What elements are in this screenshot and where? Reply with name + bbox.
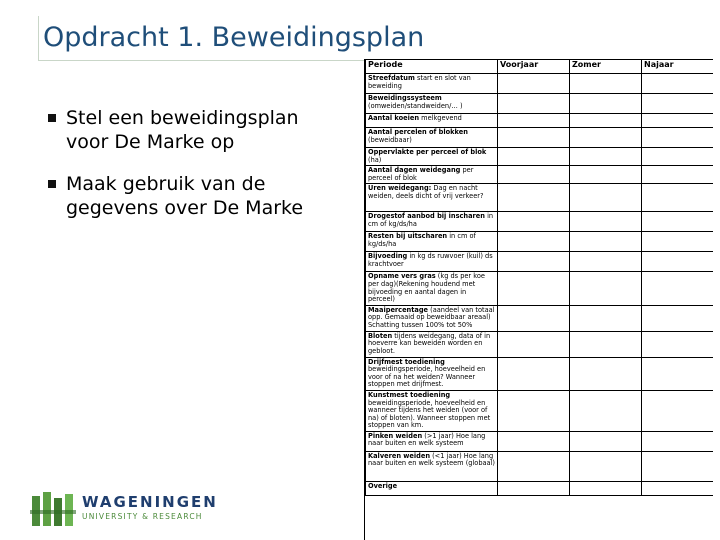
- cell-najaar: [642, 390, 714, 431]
- logo-subtitle: UNIVERSITY & RESEARCH: [82, 512, 203, 521]
- row-label-cell: [366, 331, 498, 357]
- table-header-row: [366, 60, 714, 74]
- cell-voorjaar: [498, 272, 570, 305]
- cell-voorjaar: [498, 232, 570, 252]
- cell-zomer: [570, 94, 642, 114]
- row-label-description: (omweiden/standweiden/… ): [368, 101, 463, 110]
- cell-zomer: [570, 232, 642, 252]
- cell-najaar: [642, 272, 714, 305]
- cell-najaar: [642, 305, 714, 331]
- square-bullet-icon: [48, 180, 56, 188]
- row-label-bold: Kalveren weiden: [368, 451, 431, 460]
- row-label-bold: Overige: [368, 481, 398, 490]
- row-label-cell: [366, 232, 498, 252]
- row-label-description: tijdens weidegang, data of in hoeverre kan beweiden worden en gebloot.: [368, 331, 491, 355]
- cell-najaar: [642, 166, 714, 184]
- cell-voorjaar: [498, 481, 570, 495]
- cell-najaar: [642, 114, 714, 128]
- title-frame: [38, 16, 711, 61]
- cell-najaar: [642, 451, 714, 481]
- table-row: [366, 305, 714, 331]
- bullet-text: Stel een beweidingsplan voor De Marke op: [66, 107, 299, 153]
- row-label-cell: [366, 305, 498, 331]
- cell-najaar: [642, 431, 714, 451]
- table-row: [366, 272, 714, 305]
- row-label-cell: [366, 252, 498, 272]
- row-label-description: in cm of kg/ds/ha: [368, 232, 476, 248]
- table-row: [366, 357, 714, 390]
- cell-voorjaar: [498, 252, 570, 272]
- row-label-description: (ha): [368, 155, 382, 164]
- table-row: [366, 166, 714, 184]
- row-label-cell: [366, 94, 498, 114]
- row-label-bold: Opname vers gras: [368, 272, 436, 281]
- page-title: Opdracht 1. Beweidingsplan: [43, 22, 425, 53]
- row-label-cell: [366, 148, 498, 166]
- square-bullet-icon: [48, 114, 56, 122]
- cell-najaar: [642, 94, 714, 114]
- table-row: [366, 212, 714, 232]
- row-label-bold: Uren weidegang:: [368, 184, 432, 193]
- wur-emblem-icon: [30, 490, 76, 530]
- row-label-bold: Aantal percelen of blokken: [368, 128, 468, 136]
- row-label-description: beweidingsperiode, hoeveelheid en wanneer tijdens het weiden (voor of na) of bloten). Wanneer stoppen met stoppen van km.: [368, 398, 491, 430]
- cell-zomer: [570, 305, 642, 331]
- row-label-description: start en slot van beweiding: [368, 74, 471, 90]
- row-label-description: (>1 jaar) Hoe lang naar buiten en welk systeem: [368, 431, 486, 448]
- row-label-bold: Maaipercentage: [368, 305, 429, 314]
- row-label-description: (aandeel van totaal opp. Gemaaid op beweidbaar areaal) Schatting tussen 100% tot 50%: [368, 305, 495, 329]
- row-label-bold: Streefdatum: [368, 74, 415, 82]
- table-row: [366, 232, 714, 252]
- row-label-cell: [366, 74, 498, 94]
- cell-zomer: [570, 148, 642, 166]
- row-label-bold: Bloten: [368, 331, 393, 340]
- row-label-bold: Drijfmest toediening: [368, 357, 445, 366]
- table-row: [366, 431, 714, 451]
- row-label-bold: Kunstmest toediening: [368, 390, 451, 399]
- cell-voorjaar: [498, 331, 570, 357]
- bullet-item: [46, 106, 346, 154]
- cell-zomer: [570, 357, 642, 390]
- header-najaar: Najaar: [642, 60, 714, 74]
- row-label-cell: [366, 357, 498, 390]
- row-label-description: (kg ds per koe per dag)(Rekening houdend met bijvoeding en aantal dagen in perceel): [368, 272, 485, 304]
- table-row: [366, 481, 714, 495]
- row-label-cell: [366, 272, 498, 305]
- cell-zomer: [570, 272, 642, 305]
- row-label-bold: Pinken weiden: [368, 431, 423, 440]
- cell-zomer: [570, 390, 642, 431]
- table-row: [366, 451, 714, 481]
- row-label-cell: [366, 166, 498, 184]
- cell-najaar: [642, 148, 714, 166]
- row-label-bold: Bijvoeding: [368, 252, 408, 261]
- cell-zomer: [570, 128, 642, 148]
- row-label-bold: Aantal dagen weidegang: [368, 166, 461, 175]
- row-label-cell: [366, 128, 498, 148]
- grazing-plan-table: [365, 59, 713, 496]
- cell-najaar: [642, 128, 714, 148]
- cell-zomer: [570, 114, 642, 128]
- row-label-description: (<1 jaar) Hoe lang naar buiten en welk systeem (globaal): [368, 451, 495, 468]
- row-label-cell: [366, 481, 498, 495]
- cell-zomer: [570, 252, 642, 272]
- header-voorjaar: Voorjaar: [498, 60, 570, 74]
- table-row: [366, 252, 714, 272]
- bullet-item: [46, 172, 346, 220]
- table-row: [366, 74, 714, 94]
- row-label-description: in kg ds ruwvoer (kuil) ds krachtvoer: [368, 252, 493, 268]
- cell-voorjaar: [498, 114, 570, 128]
- row-label-bold: Drogestof aanbod bij inscharen: [368, 212, 485, 221]
- bullet-list: [46, 106, 346, 238]
- cell-voorjaar: [498, 166, 570, 184]
- cell-voorjaar: [498, 148, 570, 166]
- cell-zomer: [570, 212, 642, 232]
- cell-zomer: [570, 331, 642, 357]
- cell-najaar: [642, 331, 714, 357]
- cell-najaar: [642, 232, 714, 252]
- logo-name: WAGENINGEN: [82, 493, 218, 511]
- row-label-description: beweidingsperiode, hoeveelheid en voor of na het weiden? Wanneer stoppen met drijfmest.: [368, 365, 486, 389]
- cell-zomer: [570, 481, 642, 495]
- table-row: [366, 390, 714, 431]
- wageningen-logo: [30, 490, 230, 530]
- row-label-bold: Aantal koeien: [368, 114, 420, 122]
- cell-zomer: [570, 431, 642, 451]
- row-label-cell: [366, 184, 498, 212]
- row-label-cell: [366, 451, 498, 481]
- bullet-text: Maak gebruik van de gegevens over De Marke: [66, 173, 304, 219]
- cell-voorjaar: [498, 94, 570, 114]
- cell-voorjaar: [498, 305, 570, 331]
- cell-voorjaar: [498, 184, 570, 212]
- row-label-description: Dag en nacht weiden, deels dicht of vrij verkeer?: [368, 184, 484, 200]
- table-row: [366, 128, 714, 148]
- cell-voorjaar: [498, 74, 570, 94]
- cell-najaar: [642, 184, 714, 212]
- row-label-bold: Beweidingssysteem: [368, 94, 442, 102]
- row-label-description: per perceel of blok: [368, 166, 474, 182]
- cell-voorjaar: [498, 451, 570, 481]
- cell-voorjaar: [498, 357, 570, 390]
- cell-zomer: [570, 451, 642, 481]
- grazing-plan-table-image: [364, 59, 713, 540]
- row-label-description: (beweidbaar): [368, 135, 412, 144]
- cell-najaar: [642, 212, 714, 232]
- table-body: [366, 74, 714, 496]
- table-row: [366, 94, 714, 114]
- table-footnote: [365, 535, 713, 540]
- row-label-cell: [366, 390, 498, 431]
- row-label-description: in cm of kg/ds/ha: [368, 212, 494, 228]
- table-row: [366, 148, 714, 166]
- cell-voorjaar: [498, 431, 570, 451]
- row-label-cell: [366, 212, 498, 232]
- cell-najaar: [642, 74, 714, 94]
- cell-najaar: [642, 252, 714, 272]
- table-row: [366, 114, 714, 128]
- cell-zomer: [570, 74, 642, 94]
- row-label-cell: [366, 431, 498, 451]
- row-label-bold: Resten bij uitscharen: [368, 232, 448, 241]
- header-zomer: Zomer: [570, 60, 642, 74]
- header-periode: Periode: [366, 60, 498, 74]
- cell-najaar: [642, 481, 714, 495]
- row-label-bold: Oppervlakte per perceel of blok: [368, 148, 487, 156]
- cell-voorjaar: [498, 128, 570, 148]
- cell-voorjaar: [498, 390, 570, 431]
- row-label-description: melkgevend: [419, 114, 462, 122]
- cell-najaar: [642, 357, 714, 390]
- row-label-cell: [366, 114, 498, 128]
- cell-voorjaar: [498, 212, 570, 232]
- table-row: [366, 331, 714, 357]
- cell-zomer: [570, 166, 642, 184]
- cell-zomer: [570, 184, 642, 212]
- table-row: [366, 184, 714, 212]
